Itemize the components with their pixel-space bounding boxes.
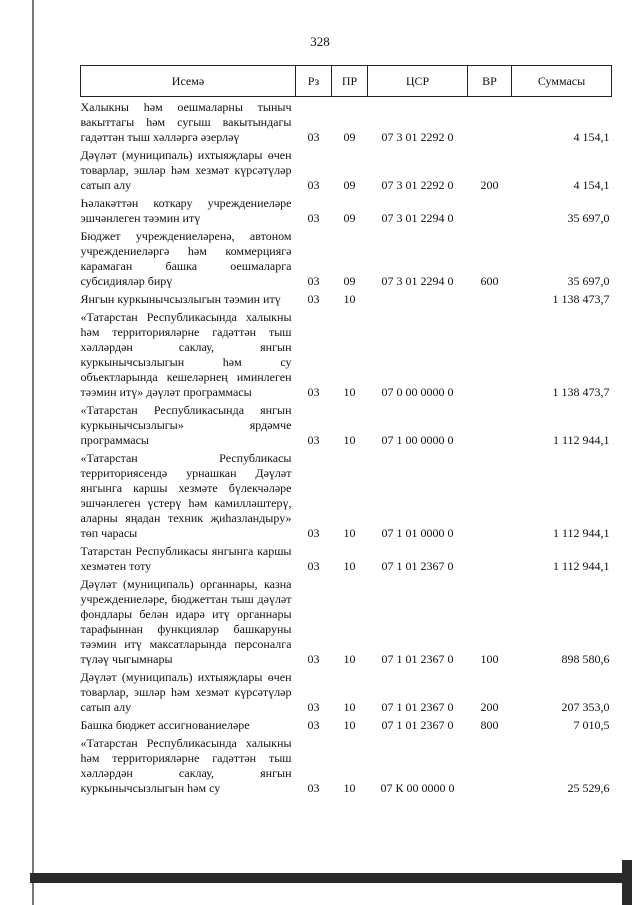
row-name: Янгын куркынычсызлыгын тәэмин итү	[80, 292, 281, 306]
row-sum: 1 112 944,1	[552, 559, 610, 573]
row-csr: 07 1 00 0000 0	[381, 433, 454, 447]
row-sum: 1 138 473,7	[552, 385, 610, 399]
table-row	[81, 448, 612, 541]
row-sum: 35 697,0	[567, 211, 610, 225]
row-rz: 03	[307, 433, 320, 447]
row-pr: 10	[343, 652, 356, 666]
header-csr: ЦСР	[368, 66, 468, 97]
row-csr	[368, 289, 468, 307]
row-name: «Татарстан Республикасы территориясендә урнашкан Дәүләт янгынга каршы хезмәте бүлекчәләре эшчәнлеген үстерү һәм камилләштерү, аларны яңадан техник җиһазландыру» төп чарасы	[80, 451, 292, 540]
row-pr: 10	[343, 292, 356, 306]
row-csr: 07 0 00 0000 0	[381, 385, 454, 399]
table-row	[81, 97, 612, 146]
row-rz: 03	[307, 559, 320, 573]
row-vr: 100	[480, 652, 499, 666]
row-name: «Татарстан Республикасында янгын куркынычсызлыгы» ярдәмче программасы	[80, 403, 292, 447]
row-sum: 898 580,6	[561, 652, 610, 666]
header-name: Исемә	[81, 66, 296, 97]
scan-bottom-edge	[30, 873, 630, 883]
scan-right-edge	[622, 860, 632, 905]
row-vr	[468, 541, 512, 574]
header-rz: Рз	[296, 66, 332, 97]
row-vr	[468, 97, 512, 146]
row-pr: 10	[343, 433, 356, 447]
table-row	[81, 574, 612, 667]
row-sum: 7 010,5	[573, 718, 610, 732]
row-csr: 07 1 01 2367 0	[381, 718, 454, 732]
row-csr: 07 К 00 0000 0	[380, 781, 455, 795]
table-row	[81, 667, 612, 715]
page-number: 328	[310, 34, 330, 49]
row-name: «Татарстан Республикасында халыкны һәм территорияләрне гадәттән тыш хәлләрдән саклау, янгын куркынычсызлыгын һәм су объектларында кешеләрнең иминлеген тәэмин итү» дәүләт программасы	[80, 310, 292, 399]
row-pr: 09	[343, 178, 356, 192]
row-rz: 03	[307, 526, 320, 540]
row-pr: 09	[343, 211, 356, 225]
row-pr: 10	[343, 700, 356, 714]
row-csr: 07 1 01 2367 0	[381, 559, 454, 573]
row-pr: 10	[343, 559, 356, 573]
table-row	[81, 733, 612, 796]
table-row	[81, 226, 612, 289]
row-rz: 03	[307, 718, 320, 732]
row-vr	[468, 733, 512, 796]
scan-left-edge	[0, 0, 34, 905]
row-rz: 03	[307, 178, 320, 192]
row-sum: 25 529,6	[567, 781, 610, 795]
row-rz: 03	[307, 274, 320, 288]
row-name: «Татарстан Республикасында халыкны һәм территорияләрне гадәттән тыш хәлләрдән саклау, янгын куркынычсызлыгын һәм су	[80, 736, 292, 795]
row-sum: 35 697,0	[567, 274, 610, 288]
row-name: Татарстан Республикасы янгынга каршы хезмәтен тоту	[80, 544, 292, 573]
table-row	[81, 289, 612, 307]
header-sum: Суммасы	[512, 66, 612, 97]
row-pr: 10	[343, 385, 356, 399]
table-header-row	[81, 66, 612, 97]
row-pr: 10	[343, 526, 356, 540]
row-name: Халыкны һәм оешмаларны тыныч вакыттагы һәм сугыш вакытындагы гадәттән тыш хәлләргә әзерләү	[80, 100, 292, 144]
row-vr: 800	[480, 718, 499, 732]
row-sum: 1 138 473,7	[552, 292, 610, 306]
row-vr	[468, 193, 512, 226]
table-row	[81, 541, 612, 574]
row-csr: 07 3 01 2292 0	[381, 130, 454, 144]
row-name: Бюджет учреждениеләренә, автоном учреждениеләргә һәм коммерциягә карамаган башка оешмаларга субсидияләр бирү	[80, 229, 292, 288]
table-row	[81, 193, 612, 226]
row-name: Дәүләт (муниципаль) органнары, казна учреждениеләре, бюджеттан тыш дәүләт фондлары белән идарә итү органнары тарафыннан функцияләр башкаруны тәэмин итү максатларында персоналга түләү чыгымнары	[80, 577, 292, 666]
row-name: Башка бюджет ассигнованиеләре	[80, 718, 250, 732]
table-row	[81, 400, 612, 448]
row-vr: 600	[480, 274, 499, 288]
row-csr: 07 1 01 2367 0	[381, 652, 454, 666]
row-vr: 200	[480, 700, 499, 714]
header-vr: ВР	[468, 66, 512, 97]
row-pr: 09	[343, 130, 356, 144]
row-pr: 10	[343, 718, 356, 732]
row-name: Дәүләт (муниципаль) ихтыяҗлары өчен товарлар, эшләр һәм хезмәт күрсәтүләр сатып алу	[80, 148, 292, 192]
row-sum: 4 154,1	[573, 178, 610, 192]
row-csr: 07 3 01 2294 0	[381, 274, 454, 288]
row-name: Һәлакәттән коткару учреждениеләре эшчәнлеген тәэмин итү	[80, 196, 292, 225]
row-rz: 03	[307, 700, 320, 714]
row-rz: 03	[307, 130, 320, 144]
row-vr	[468, 448, 512, 541]
row-csr: 07 3 01 2294 0	[381, 211, 454, 225]
header-pr: ПР	[332, 66, 368, 97]
row-sum: 1 112 944,1	[552, 526, 610, 540]
row-csr: 07 1 01 0000 0	[381, 526, 454, 540]
row-vr	[468, 289, 512, 307]
row-sum: 4 154,1	[573, 130, 610, 144]
table-row	[81, 307, 612, 400]
row-csr: 07 1 01 2367 0	[381, 700, 454, 714]
row-rz: 03	[307, 652, 320, 666]
budget-table	[80, 65, 612, 796]
row-csr: 07 3 01 2292 0	[381, 178, 454, 192]
row-rz: 03	[307, 211, 320, 225]
row-sum: 207 353,0	[561, 700, 610, 714]
row-vr	[468, 400, 512, 448]
row-rz: 03	[307, 781, 320, 795]
row-rz: 03	[307, 292, 320, 306]
row-name: Дәүләт (муниципаль) ихтыяҗлары өчен товарлар, эшләр һәм хезмәт күрсәтүләр сатып алу	[80, 670, 292, 714]
row-vr: 200	[480, 178, 499, 192]
table-row	[81, 715, 612, 733]
row-vr	[468, 307, 512, 400]
row-sum: 1 112 944,1	[552, 433, 610, 447]
row-rz: 03	[307, 385, 320, 399]
row-pr: 09	[343, 274, 356, 288]
row-pr: 10	[343, 781, 356, 795]
table-row	[81, 145, 612, 193]
